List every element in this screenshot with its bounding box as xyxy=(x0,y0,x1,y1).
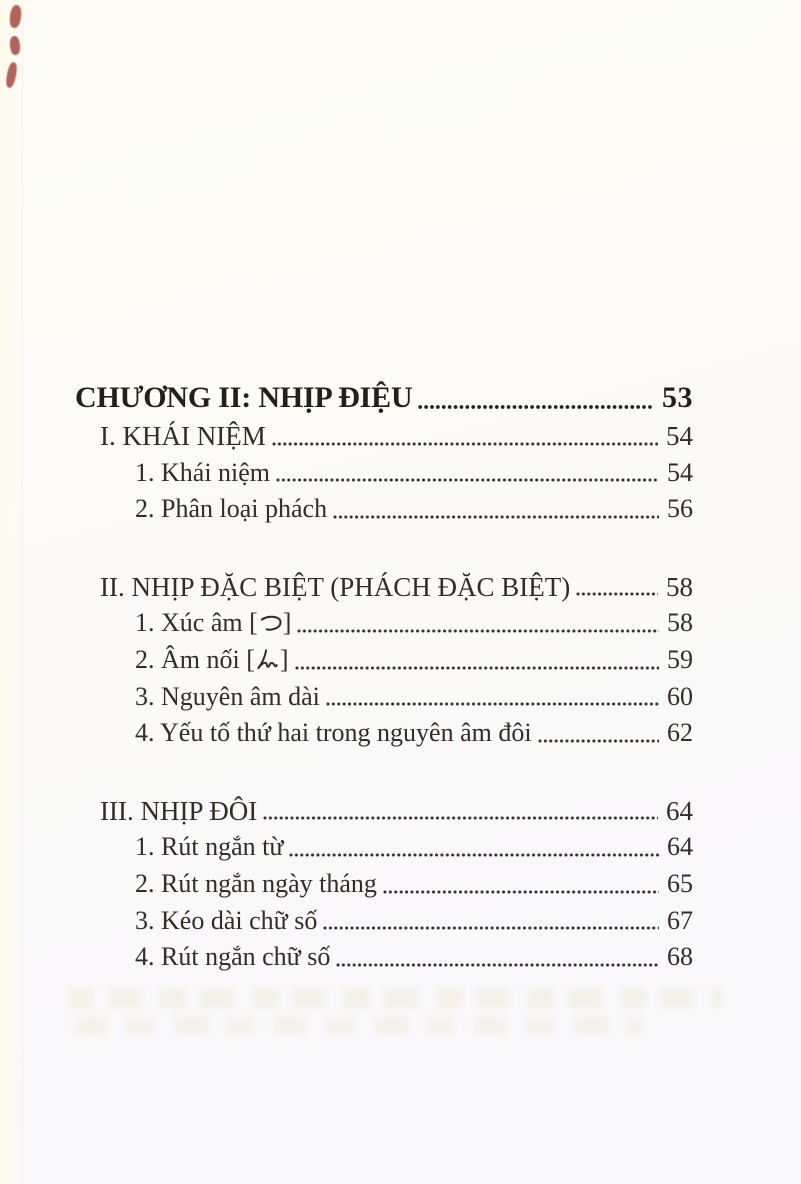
toc-group-section-3 xyxy=(75,793,693,976)
page-number: 67 xyxy=(667,905,693,935)
page-number: 54 xyxy=(667,457,693,487)
dot-leader xyxy=(263,793,658,830)
page-number: 58 xyxy=(666,571,693,602)
page-number: 53 xyxy=(662,381,693,414)
toc-row-item xyxy=(75,715,693,752)
toc-row-item xyxy=(75,642,693,679)
page-number: 62 xyxy=(667,718,693,748)
toc-row-item xyxy=(75,903,693,940)
page-number: 56 xyxy=(667,494,693,524)
toc-row-section xyxy=(75,418,693,455)
section-title: III. NHỊP ĐÔI xyxy=(100,795,258,826)
section-title: II. NHỊP ĐẶC BIỆT (PHÁCH ĐẶC BIỆT) xyxy=(100,571,571,602)
dot-leader xyxy=(326,679,659,716)
toc-row-chapter xyxy=(75,378,693,418)
scan-edge-shading xyxy=(0,0,23,1184)
page-number: 60 xyxy=(667,681,693,711)
dot-leader xyxy=(336,939,659,976)
hiragana-n-glyph xyxy=(256,648,279,671)
toc-row-item xyxy=(75,939,693,976)
dot-leader xyxy=(418,378,654,418)
dot-leader xyxy=(276,455,659,492)
dot-leader xyxy=(383,866,659,903)
dot-leader xyxy=(272,418,658,455)
toc-group-chapter-2 xyxy=(75,378,693,528)
toc-row-item xyxy=(75,605,693,642)
item-title: 3. Kéo dài chữ số xyxy=(135,905,318,935)
item-title-post: ] xyxy=(282,608,292,638)
ghost-line xyxy=(68,988,722,1008)
item-title: 1. Khái niệm xyxy=(135,457,271,487)
item-title-pre: 1. Xúc âm [ xyxy=(135,608,258,638)
page-number: 64 xyxy=(667,832,693,862)
item-title: 3. Nguyên âm dài xyxy=(135,681,320,711)
hiragana-small-tsu-glyph xyxy=(259,611,282,634)
page-number: 64 xyxy=(666,795,693,826)
dot-leader xyxy=(289,829,659,866)
toc-row-item xyxy=(75,491,693,528)
item-title xyxy=(135,605,291,642)
dot-leader xyxy=(576,569,658,606)
table-of-contents xyxy=(75,378,693,976)
section-title: I. KHÁI NIỆM xyxy=(100,421,266,451)
page-number: 68 xyxy=(667,942,693,972)
toc-row-section xyxy=(75,569,693,606)
item-title-pre: 2. Âm nối [ xyxy=(135,644,255,674)
toc-row-item xyxy=(75,829,693,866)
item-title xyxy=(135,642,289,679)
toc-row-section xyxy=(75,793,693,830)
toc-row-item xyxy=(75,679,693,716)
item-title-post: ] xyxy=(279,644,289,674)
toc-row-item xyxy=(75,455,693,492)
item-title: 4. Rút ngắn chữ số xyxy=(135,942,331,972)
dot-leader xyxy=(295,642,659,679)
item-title: 1. Rút ngắn từ xyxy=(135,832,284,862)
page-number: 54 xyxy=(666,421,693,451)
ghost-line xyxy=(74,1017,643,1035)
chapter-title: CHƯƠNG II: NHỊP ĐIỆU xyxy=(75,381,413,414)
dot-leader xyxy=(323,903,659,940)
item-title: 2. Rút ngắn ngày tháng xyxy=(135,868,377,898)
page-number: 65 xyxy=(667,868,693,898)
page-number: 59 xyxy=(667,644,693,674)
bleedthrough-ghost-text xyxy=(68,984,730,1048)
item-title: 2. Phân loại phách xyxy=(135,494,328,524)
dot-leader xyxy=(297,605,659,642)
toc-row-item xyxy=(75,866,693,903)
dot-leader xyxy=(538,715,659,752)
toc-group-section-2 xyxy=(75,569,693,752)
item-title: 4. Yếu tố thứ hai trong nguyên âm đôi xyxy=(135,718,532,748)
dot-leader xyxy=(333,491,659,528)
page-number: 58 xyxy=(667,608,693,638)
